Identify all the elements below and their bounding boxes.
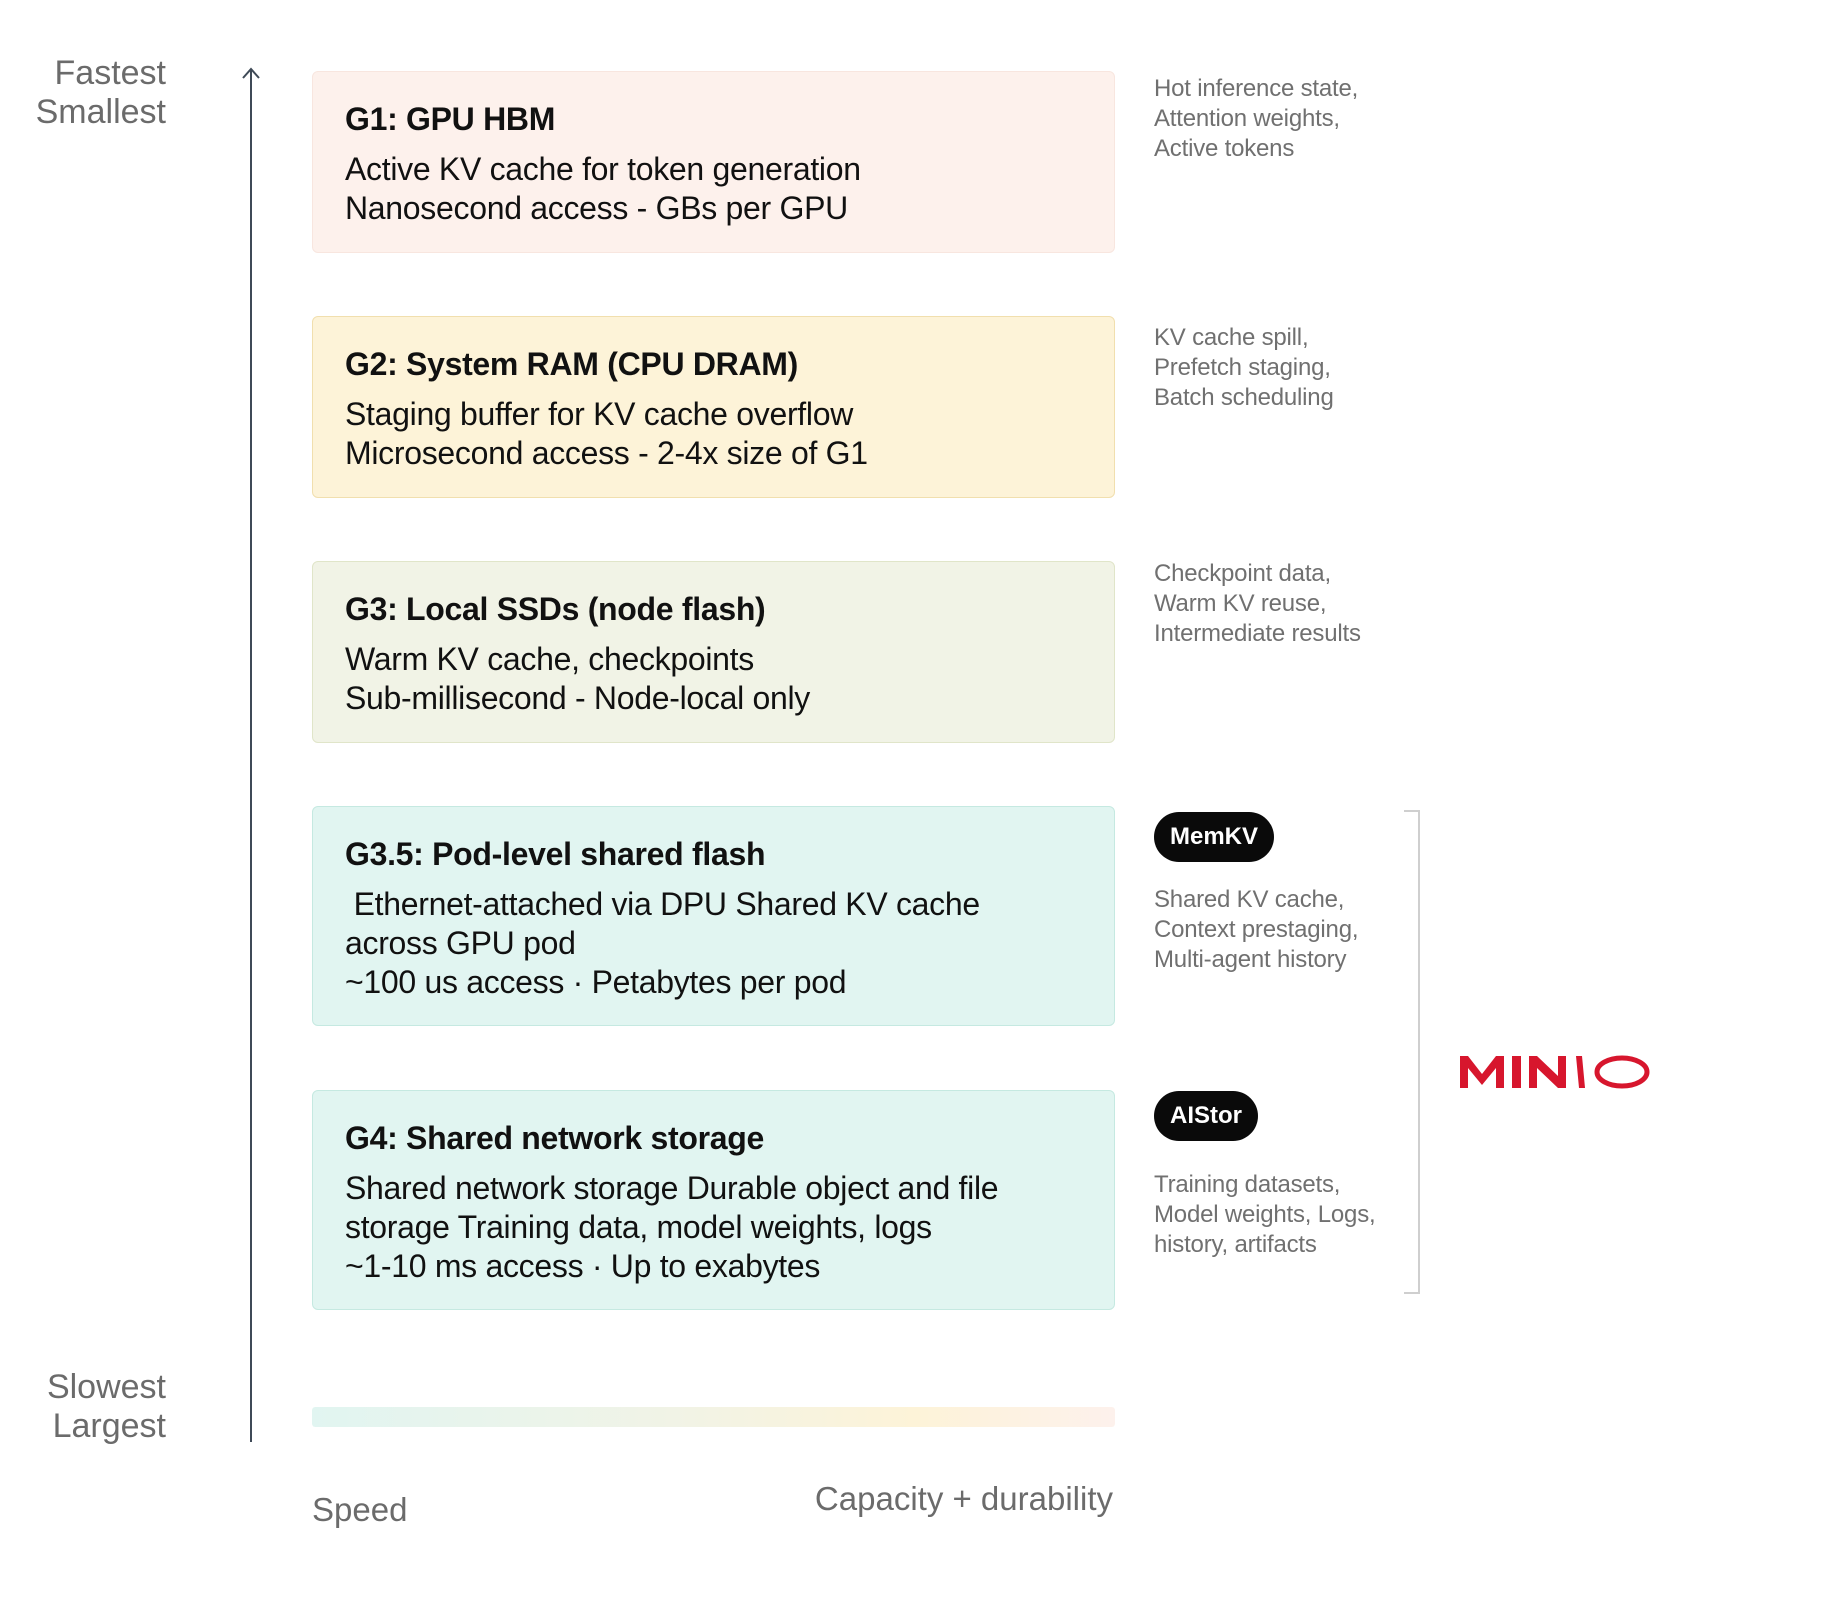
axis-bottom-label <box>47 1368 166 1446</box>
tier-description-line: Sub-millisecond - Node-local only <box>345 680 810 716</box>
tier-description-line: ~100 us access · Petabytes per pod <box>345 964 847 1000</box>
note-line: Attention weights, <box>1154 105 1340 132</box>
note-line: Shared KV cache, <box>1154 886 1345 913</box>
group-bracket <box>1404 810 1420 1294</box>
tier-description-line: Warm KV cache, checkpoints <box>345 641 754 677</box>
tier-card-g4 <box>312 1090 1115 1310</box>
note-line: KV cache spill, <box>1154 324 1309 351</box>
note-line: Multi-agent history <box>1154 946 1347 973</box>
tier-note-g3 <box>1154 559 1361 649</box>
tier-description-line: Active KV cache for token generation <box>345 151 861 187</box>
axis-bottom-line-2: Largest <box>52 1407 166 1445</box>
axis-bottom-line-1: Slowest <box>46 1368 166 1406</box>
note-line: Model weights, Logs, <box>1154 1201 1376 1228</box>
tier-title: G3.5: Pod-level shared flash <box>345 836 766 872</box>
tier-note-g3-5 <box>1154 885 1358 975</box>
tier-description-line: across GPU pod <box>345 925 576 961</box>
axis-top-line-1: Fastest <box>54 54 166 92</box>
tier-description-line: Shared network storage Durable object and file <box>345 1170 999 1206</box>
axis-top-line-2: Smallest <box>35 93 166 131</box>
note-line: Batch scheduling <box>1154 384 1334 411</box>
tier-description-line: storage Training data, model weights, logs <box>345 1209 932 1245</box>
tier-description-line: Nanosecond access - GBs per GPU <box>345 190 848 226</box>
vertical-arrow-icon <box>236 66 266 1446</box>
tier-title: G4: Shared network storage <box>345 1120 764 1156</box>
tier-title: G1: GPU HBM <box>345 101 556 137</box>
tier-note-g4 <box>1154 1170 1375 1260</box>
tier-card-g3 <box>312 561 1115 743</box>
note-line: Intermediate results <box>1154 620 1361 647</box>
aistor-badge: AIStor <box>1154 1091 1258 1141</box>
note-line: Training datasets, <box>1154 1171 1341 1198</box>
tier-description-line: Staging buffer for KV cache overflow <box>345 396 854 432</box>
note-line: Prefetch staging, <box>1154 354 1331 381</box>
tier-title: G2: System RAM (CPU DRAM) <box>345 346 798 382</box>
tier-description-line: Ethernet-attached via DPU Shared KV cache <box>345 886 980 922</box>
speed-capacity-gradient-bar <box>312 1407 1115 1427</box>
note-line: Hot inference state, <box>1154 75 1359 102</box>
memkv-badge: MemKV <box>1154 812 1274 862</box>
note-line: history, artifacts <box>1154 1231 1317 1258</box>
note-line: Context prestaging, <box>1154 916 1359 943</box>
tier-description-line: Microsecond access - 2-4x size of G1 <box>345 435 868 471</box>
tier-card-g3-5 <box>312 806 1115 1026</box>
tier-note-g1 <box>1154 74 1358 164</box>
axis-top-label <box>36 54 166 132</box>
capacity-durability-label: Capacity + durability <box>814 1480 1113 1517</box>
tier-title: G3: Local SSDs (node flash) <box>345 591 766 627</box>
note-line: Checkpoint data, <box>1154 560 1331 587</box>
tier-card-g1 <box>312 71 1115 253</box>
speed-label: Speed <box>312 1491 408 1528</box>
tier-card-g2 <box>312 316 1115 498</box>
tier-note-g2 <box>1154 323 1334 413</box>
minio-logo <box>1460 1054 1652 1090</box>
note-line: Active tokens <box>1154 135 1295 162</box>
tier-description-line: ~1-10 ms access · Up to exabytes <box>345 1248 821 1284</box>
note-line: Warm KV reuse, <box>1154 590 1327 617</box>
